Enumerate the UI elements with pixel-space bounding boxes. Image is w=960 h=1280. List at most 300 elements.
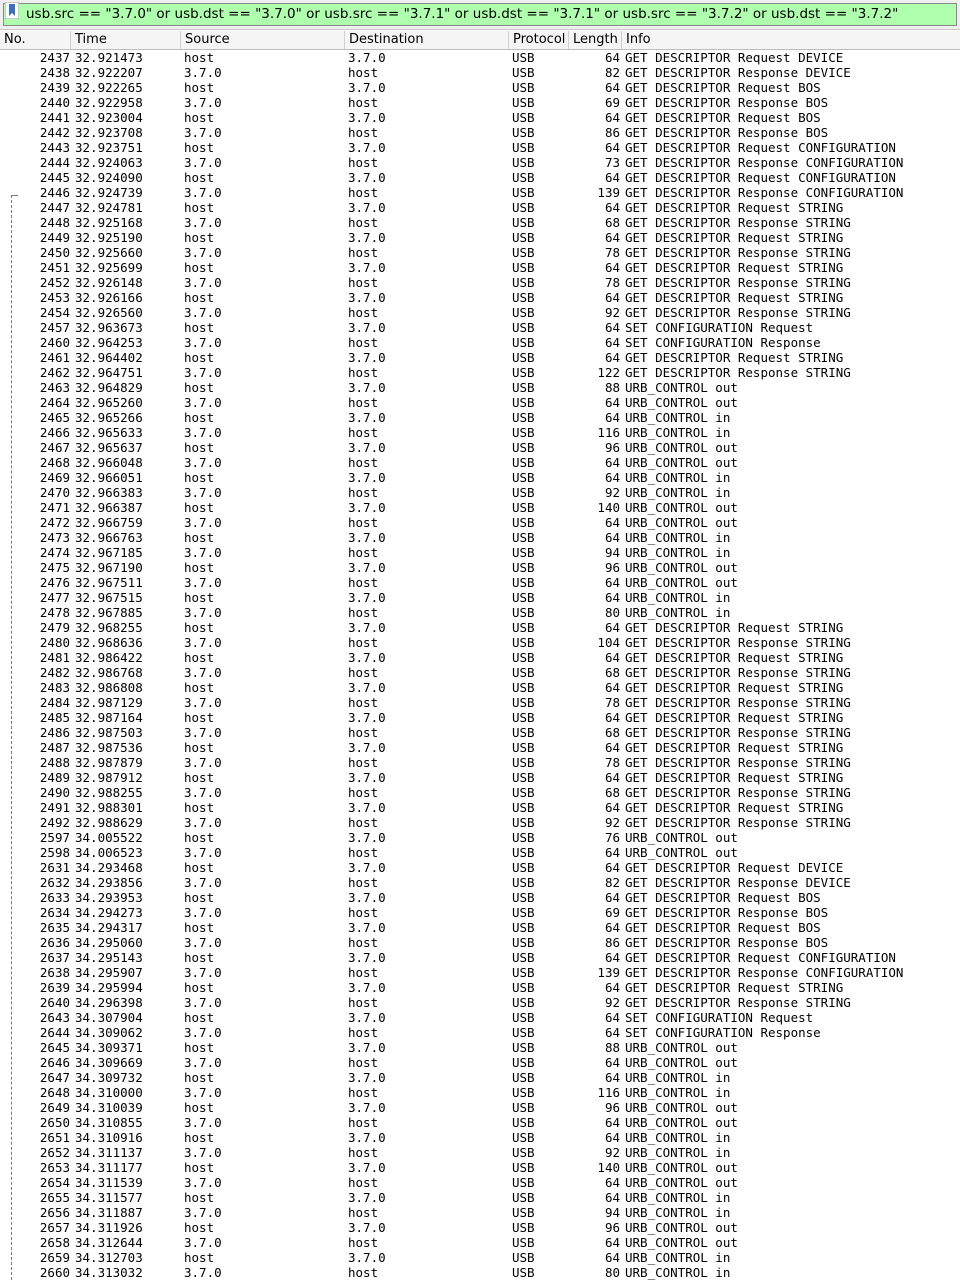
packet-destination: host <box>348 305 379 320</box>
packet-length: 64 <box>604 470 620 485</box>
packet-length: 64 <box>604 650 620 665</box>
packet-source: 3.7.0 <box>184 875 222 890</box>
packet-time: 32.965260 <box>75 395 143 410</box>
packet-row[interactable] <box>0 335 960 350</box>
packet-time: 32.922207 <box>75 65 143 80</box>
display-filter-input[interactable]: usb.src == "3.7.0" or usb.dst == "3.7.0" or usb.src == "3.7.1" or usb.dst == "3.7.1" or usb.src == "3.7.2" or usb.dst == "3.7.2" <box>3 3 957 26</box>
packet-info: URB_CONTROL in <box>625 485 731 500</box>
packet-protocol: USB <box>512 380 535 395</box>
packet-destination: host <box>348 815 379 830</box>
packet-length: 68 <box>604 665 620 680</box>
packet-protocol: USB <box>512 785 535 800</box>
packet-destination: 3.7.0 <box>348 1250 386 1265</box>
packet-row[interactable] <box>0 800 960 815</box>
packet-destination: 3.7.0 <box>348 560 386 575</box>
packet-source: 3.7.0 <box>184 365 222 380</box>
packet-length: 64 <box>604 140 620 155</box>
packet-source: 3.7.0 <box>184 845 222 860</box>
packet-number: 2473 <box>39 530 70 545</box>
packet-destination: 3.7.0 <box>348 620 386 635</box>
packet-time: 34.310000 <box>75 1085 143 1100</box>
packet-protocol: USB <box>512 725 535 740</box>
packet-destination: host <box>348 365 379 380</box>
packet-info: URB_CONTROL out <box>625 395 738 410</box>
packet-row[interactable] <box>0 1055 960 1070</box>
packet-row[interactable] <box>0 530 960 545</box>
packet-length: 122 <box>597 365 620 380</box>
packet-info: URB_CONTROL in <box>625 590 731 605</box>
packet-info: GET DESCRIPTOR Request STRING <box>625 350 844 365</box>
packet-row[interactable] <box>0 785 960 800</box>
packet-time: 32.966387 <box>75 500 143 515</box>
packet-time: 32.986422 <box>75 650 143 665</box>
packet-row[interactable] <box>0 725 960 740</box>
packet-row[interactable] <box>0 875 960 890</box>
packet-row[interactable] <box>0 920 960 935</box>
packet-time: 32.964829 <box>75 380 143 395</box>
packet-row[interactable] <box>0 140 960 155</box>
packet-source: 3.7.0 <box>184 1025 222 1040</box>
packet-destination: host <box>348 575 379 590</box>
packet-number: 2636 <box>39 935 70 950</box>
packet-number: 2597 <box>39 830 70 845</box>
packet-time: 34.006523 <box>75 845 143 860</box>
packet-row[interactable] <box>0 215 960 230</box>
packet-row[interactable] <box>0 1250 960 1265</box>
packet-length: 64 <box>604 350 620 365</box>
packet-destination: host <box>348 1235 379 1250</box>
packet-number: 2657 <box>39 1220 70 1235</box>
packet-time: 32.986768 <box>75 665 143 680</box>
column-header-destination[interactable]: Destination <box>345 31 509 49</box>
packet-info: GET DESCRIPTOR Request STRING <box>625 710 844 725</box>
packet-info: URB_CONTROL out <box>625 575 738 590</box>
packet-row[interactable] <box>0 1220 960 1235</box>
packet-row[interactable] <box>0 365 960 380</box>
packet-length: 64 <box>604 395 620 410</box>
packet-row[interactable] <box>0 125 960 140</box>
packet-length: 86 <box>604 125 620 140</box>
packet-length: 76 <box>604 830 620 845</box>
packet-row[interactable] <box>0 50 960 65</box>
packet-info: GET DESCRIPTOR Request DEVICE <box>625 50 844 65</box>
packet-length: 64 <box>604 455 620 470</box>
packet-source: 3.7.0 <box>184 605 222 620</box>
packet-info: GET DESCRIPTOR Response CONFIGURATION <box>625 965 904 980</box>
packet-row[interactable] <box>0 95 960 110</box>
packet-row[interactable] <box>0 1265 960 1280</box>
packet-protocol: USB <box>512 455 535 470</box>
packet-row[interactable] <box>0 425 960 440</box>
packet-row[interactable] <box>0 1145 960 1160</box>
packet-number: 2481 <box>39 650 70 665</box>
column-header-protocol[interactable]: Protocol <box>509 31 569 49</box>
packet-row[interactable] <box>0 695 960 710</box>
packet-row[interactable] <box>0 590 960 605</box>
packet-time: 32.924781 <box>75 200 143 215</box>
packet-row[interactable] <box>0 680 960 695</box>
packet-source: host <box>184 650 215 665</box>
packet-source: host <box>184 710 215 725</box>
display-filter-toolbar <box>0 0 960 30</box>
packet-row[interactable] <box>0 620 960 635</box>
packet-row[interactable] <box>0 230 960 245</box>
packet-destination: host <box>348 125 379 140</box>
packet-row[interactable] <box>0 1115 960 1130</box>
packet-time: 32.966048 <box>75 455 143 470</box>
packet-protocol: USB <box>512 1100 535 1115</box>
packet-time: 34.311137 <box>75 1145 143 1160</box>
packet-destination: host <box>348 905 379 920</box>
bookmark-icon[interactable] <box>5 2 19 19</box>
packet-destination: host <box>348 1115 379 1130</box>
packet-info: GET DESCRIPTOR Request STRING <box>625 620 844 635</box>
packet-destination: 3.7.0 <box>348 1010 386 1025</box>
packet-source: host <box>184 1100 215 1115</box>
packet-row[interactable] <box>0 470 960 485</box>
packet-info: GET DESCRIPTOR Request CONFIGURATION <box>625 140 896 155</box>
packet-destination: 3.7.0 <box>348 1190 386 1205</box>
packet-row[interactable] <box>0 485 960 500</box>
packet-source: 3.7.0 <box>184 515 222 530</box>
packet-destination: 3.7.0 <box>348 1100 386 1115</box>
packet-row[interactable] <box>0 830 960 845</box>
packet-destination: host <box>348 95 379 110</box>
packet-row[interactable] <box>0 665 960 680</box>
column-header-source[interactable]: Source <box>181 31 345 49</box>
packet-number: 2466 <box>39 425 70 440</box>
packet-row[interactable] <box>0 950 960 965</box>
packet-length: 96 <box>604 560 620 575</box>
packet-destination: 3.7.0 <box>348 140 386 155</box>
packet-row[interactable] <box>0 155 960 170</box>
packet-source: host <box>184 80 215 95</box>
packet-row[interactable] <box>0 455 960 470</box>
column-header-time[interactable]: Time <box>71 31 181 49</box>
packet-number: 2648 <box>39 1085 70 1100</box>
packet-number: 2656 <box>39 1205 70 1220</box>
packet-row[interactable] <box>0 185 960 200</box>
packet-time: 34.312644 <box>75 1235 143 1250</box>
packet-source: host <box>184 290 215 305</box>
packet-row[interactable] <box>0 545 960 560</box>
packet-protocol: USB <box>512 635 535 650</box>
packet-info: URB_CONTROL out <box>625 500 738 515</box>
packet-destination: host <box>348 1205 379 1220</box>
packet-number: 2482 <box>39 665 70 680</box>
packet-destination: host <box>348 185 379 200</box>
packet-protocol: USB <box>512 290 535 305</box>
packet-length: 69 <box>604 95 620 110</box>
packet-source: 3.7.0 <box>184 1265 222 1280</box>
packet-info: URB_CONTROL out <box>625 1175 738 1190</box>
packet-row[interactable] <box>0 1130 960 1145</box>
packet-time: 32.923751 <box>75 140 143 155</box>
packet-number: 2476 <box>39 575 70 590</box>
packet-source: host <box>184 1130 215 1145</box>
packet-protocol: USB <box>512 680 535 695</box>
packet-info: GET DESCRIPTOR Response STRING <box>625 245 851 260</box>
packet-protocol: USB <box>512 275 535 290</box>
packet-source: host <box>184 440 215 455</box>
packet-length: 68 <box>604 725 620 740</box>
packet-row[interactable] <box>0 170 960 185</box>
packet-row[interactable] <box>0 1100 960 1115</box>
packet-number: 2450 <box>39 245 70 260</box>
packet-row[interactable] <box>0 635 960 650</box>
packet-row[interactable] <box>0 1175 960 1190</box>
packet-info: GET DESCRIPTOR Request STRING <box>625 260 844 275</box>
packet-length: 78 <box>604 755 620 770</box>
packet-protocol: USB <box>512 875 535 890</box>
column-header-no[interactable]: No. <box>0 31 71 49</box>
packet-row[interactable] <box>0 650 960 665</box>
packet-destination: host <box>348 785 379 800</box>
packet-number: 2438 <box>39 65 70 80</box>
packet-number: 2453 <box>39 290 70 305</box>
packet-info: GET DESCRIPTOR Request STRING <box>625 290 844 305</box>
packet-source: host <box>184 110 215 125</box>
packet-protocol: USB <box>512 1175 535 1190</box>
packet-time: 32.965637 <box>75 440 143 455</box>
packet-info: GET DESCRIPTOR Response STRING <box>625 995 851 1010</box>
packet-source: host <box>184 230 215 245</box>
packet-row[interactable] <box>0 500 960 515</box>
packet-protocol: USB <box>512 215 535 230</box>
packet-time: 34.296398 <box>75 995 143 1010</box>
packet-time: 34.295143 <box>75 950 143 965</box>
packet-row[interactable] <box>0 320 960 335</box>
packet-info: URB_CONTROL out <box>625 560 738 575</box>
packet-row[interactable] <box>0 560 960 575</box>
packet-row[interactable] <box>0 605 960 620</box>
packet-row[interactable] <box>0 440 960 455</box>
packet-destination: 3.7.0 <box>348 110 386 125</box>
packet-length: 64 <box>604 1055 620 1070</box>
packet-info: GET DESCRIPTOR Response CONFIGURATION <box>625 185 904 200</box>
packet-row[interactable] <box>0 980 960 995</box>
packet-destination: host <box>348 245 379 260</box>
packet-row[interactable] <box>0 380 960 395</box>
packet-info: GET DESCRIPTOR Response BOS <box>625 935 829 950</box>
packet-source: host <box>184 50 215 65</box>
packet-destination: 3.7.0 <box>348 200 386 215</box>
packet-time: 34.309732 <box>75 1070 143 1085</box>
packet-number: 2486 <box>39 725 70 740</box>
packet-info: GET DESCRIPTOR Request STRING <box>625 800 844 815</box>
packet-row[interactable] <box>0 755 960 770</box>
packet-length: 92 <box>604 485 620 500</box>
packet-source: host <box>184 140 215 155</box>
related-packets-indicator <box>11 195 18 1280</box>
packet-row[interactable] <box>0 710 960 725</box>
packet-time: 32.922265 <box>75 80 143 95</box>
packet-length: 64 <box>604 710 620 725</box>
packet-length: 64 <box>604 110 620 125</box>
packet-row[interactable] <box>0 740 960 755</box>
packet-destination: host <box>348 995 379 1010</box>
column-header-length[interactable]: Length <box>569 31 622 49</box>
packet-source: host <box>184 980 215 995</box>
packet-protocol: USB <box>512 1055 535 1070</box>
packet-row[interactable] <box>0 770 960 785</box>
packet-protocol: USB <box>512 515 535 530</box>
packet-protocol: USB <box>512 710 535 725</box>
packet-protocol: USB <box>512 1190 535 1205</box>
packet-length: 64 <box>604 770 620 785</box>
packet-protocol: USB <box>512 1265 535 1280</box>
packet-time: 32.924090 <box>75 170 143 185</box>
packet-time: 32.967515 <box>75 590 143 605</box>
packet-destination: host <box>348 215 379 230</box>
packet-source: 3.7.0 <box>184 665 222 680</box>
packet-protocol: USB <box>512 1040 535 1055</box>
packet-destination: 3.7.0 <box>348 380 386 395</box>
packet-number: 2490 <box>39 785 70 800</box>
packet-time: 32.964402 <box>75 350 143 365</box>
packet-protocol: USB <box>512 350 535 365</box>
packet-row[interactable] <box>0 65 960 80</box>
packet-destination: host <box>348 1175 379 1190</box>
packet-row[interactable] <box>0 275 960 290</box>
packet-time: 34.295907 <box>75 965 143 980</box>
packet-row[interactable] <box>0 515 960 530</box>
packet-source: 3.7.0 <box>184 725 222 740</box>
packet-length: 64 <box>604 1250 620 1265</box>
packet-protocol: USB <box>512 545 535 560</box>
packet-time: 34.311577 <box>75 1190 143 1205</box>
packet-number: 2475 <box>39 560 70 575</box>
packet-time: 32.987503 <box>75 725 143 740</box>
packet-source: 3.7.0 <box>184 935 222 950</box>
packet-row[interactable] <box>0 965 960 980</box>
packet-row[interactable] <box>0 290 960 305</box>
packet-info: URB_CONTROL in <box>625 1070 731 1085</box>
packet-number: 2452 <box>39 275 70 290</box>
packet-length: 64 <box>604 1010 620 1025</box>
packet-source: host <box>184 500 215 515</box>
packet-row[interactable] <box>0 80 960 95</box>
packet-number: 2659 <box>39 1250 70 1265</box>
packet-number: 2647 <box>39 1070 70 1085</box>
packet-time: 32.925660 <box>75 245 143 260</box>
packet-length: 64 <box>604 335 620 350</box>
packet-length: 116 <box>597 425 620 440</box>
packet-destination: 3.7.0 <box>348 770 386 785</box>
packet-protocol: USB <box>512 965 535 980</box>
packet-source: host <box>184 1220 215 1235</box>
packet-length: 69 <box>604 905 620 920</box>
packet-number: 2472 <box>39 515 70 530</box>
packet-destination: host <box>348 605 379 620</box>
packet-protocol: USB <box>512 95 535 110</box>
packet-row[interactable] <box>0 1070 960 1085</box>
packet-destination: host <box>348 965 379 980</box>
packet-row[interactable] <box>0 260 960 275</box>
packet-info: GET DESCRIPTOR Request STRING <box>625 230 844 245</box>
packet-source: 3.7.0 <box>184 635 222 650</box>
packet-row[interactable] <box>0 245 960 260</box>
packet-row[interactable] <box>0 995 960 1010</box>
packet-time: 32.988301 <box>75 800 143 815</box>
packet-row[interactable] <box>0 395 960 410</box>
packet-row[interactable] <box>0 905 960 920</box>
packet-row[interactable] <box>0 815 960 830</box>
packet-time: 32.967185 <box>75 545 143 560</box>
packet-protocol: USB <box>512 155 535 170</box>
packet-protocol: USB <box>512 770 535 785</box>
packet-info: GET DESCRIPTOR Response CONFIGURATION <box>625 155 904 170</box>
packet-protocol: USB <box>512 1070 535 1085</box>
packet-info: SET CONFIGURATION Request <box>625 1010 814 1025</box>
packet-destination: host <box>348 1265 379 1280</box>
packet-info: URB_CONTROL in <box>625 605 731 620</box>
packet-row[interactable] <box>0 1190 960 1205</box>
packet-info: GET DESCRIPTOR Request STRING <box>625 650 844 665</box>
packet-protocol: USB <box>512 860 535 875</box>
packet-row[interactable] <box>0 200 960 215</box>
packet-destination: host <box>348 1055 379 1070</box>
packet-row[interactable] <box>0 350 960 365</box>
packet-row[interactable] <box>0 935 960 950</box>
packet-source: 3.7.0 <box>184 155 222 170</box>
packet-row[interactable] <box>0 305 960 320</box>
column-header-info[interactable]: Info <box>626 32 651 47</box>
packet-list[interactable] <box>0 50 960 1280</box>
packet-info: URB_CONTROL in <box>625 410 731 425</box>
packet-time: 32.987879 <box>75 755 143 770</box>
packet-row[interactable] <box>0 845 960 860</box>
packet-length: 80 <box>604 605 620 620</box>
packet-source: host <box>184 1250 215 1265</box>
packet-source: host <box>184 1040 215 1055</box>
packet-info: GET DESCRIPTOR Response STRING <box>625 815 851 830</box>
packet-protocol: USB <box>512 755 535 770</box>
packet-source: host <box>184 1190 215 1205</box>
packet-time: 32.923708 <box>75 125 143 140</box>
packet-protocol: USB <box>512 920 535 935</box>
packet-info: GET DESCRIPTOR Request BOS <box>625 80 821 95</box>
packet-time: 34.313032 <box>75 1265 143 1280</box>
packet-length: 68 <box>604 785 620 800</box>
packet-destination: 3.7.0 <box>348 650 386 665</box>
packet-row[interactable] <box>0 1085 960 1100</box>
packet-row[interactable] <box>0 1235 960 1250</box>
packet-row[interactable] <box>0 1010 960 1025</box>
packet-row[interactable] <box>0 890 960 905</box>
packet-time: 32.925190 <box>75 230 143 245</box>
packet-row[interactable] <box>0 1025 960 1040</box>
packet-length: 78 <box>604 245 620 260</box>
packet-info: GET DESCRIPTOR Response STRING <box>625 755 851 770</box>
packet-info: URB_CONTROL out <box>625 1040 738 1055</box>
packet-destination: host <box>348 635 379 650</box>
packet-length: 64 <box>604 170 620 185</box>
packet-row[interactable] <box>0 575 960 590</box>
packet-row[interactable] <box>0 110 960 125</box>
packet-row[interactable] <box>0 1205 960 1220</box>
packet-row[interactable] <box>0 1040 960 1055</box>
packet-row[interactable] <box>0 410 960 425</box>
packet-protocol: USB <box>512 1145 535 1160</box>
packet-number: 2441 <box>39 110 70 125</box>
packet-row[interactable] <box>0 1160 960 1175</box>
packet-number: 2448 <box>39 215 70 230</box>
packet-number: 2454 <box>39 305 70 320</box>
packet-info: GET DESCRIPTOR Response STRING <box>625 785 851 800</box>
packet-length: 64 <box>604 1025 620 1040</box>
packet-row[interactable] <box>0 860 960 875</box>
